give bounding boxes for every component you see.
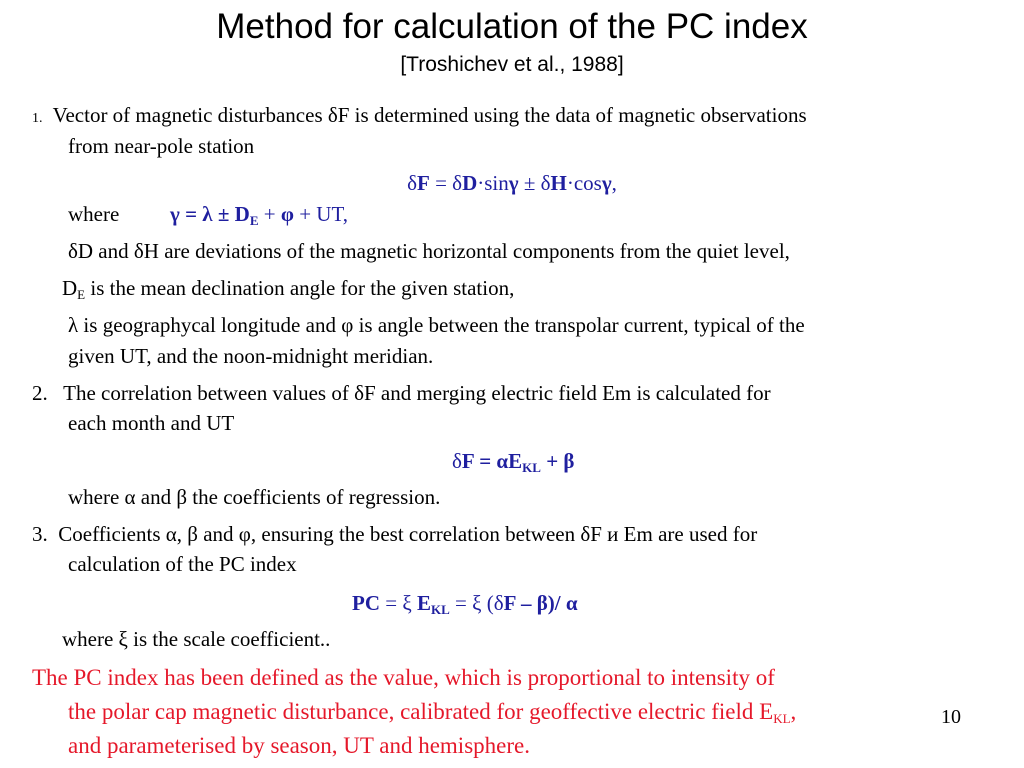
where-gamma-label: where — [68, 202, 120, 226]
item1-number: 1. — [32, 111, 43, 126]
item2-line1 — [32, 379, 771, 407]
item1-text1: Vector of magnetic disturbances δF is determined using the data of magnetic observations — [52, 103, 807, 127]
conclusion-line3: and parameterised by season, UT and hemisphere. — [68, 733, 530, 758]
item3-number: 3. — [32, 522, 48, 546]
item3-line1 — [32, 520, 757, 548]
item1-line1 — [32, 101, 807, 133]
item2-text1: The correlation between values of δF and merging electric field Em is calculated for — [63, 381, 771, 405]
item1-text2: from near-pole station — [68, 134, 255, 158]
definition-DE: $D_E$ is the mean declination angle for the given station, — [62, 276, 515, 302]
definition-dD-dH: δD and δH are deviations of the magnetic horizontal components from the quiet level, — [68, 239, 790, 263]
formula-gamma: $\gamma = \lambda \pm D_E + \varphi$ + UT, — [170, 202, 348, 228]
page-number: 10 — [941, 706, 961, 728]
formula-deltaF-components: δF = δD·sinγ ± δH·cosγ, — [407, 171, 617, 195]
item3-text1: Coefficients α, β and φ, ensuring the best correlation between δF и Em are used for — [58, 522, 758, 546]
item2-number: 2. — [32, 381, 48, 405]
formula-pc-index: PC = ξ $E_{KL} = \xi$ (δF – β)/ α — [352, 591, 578, 617]
definition-lambda-line2: given UT, and the noon-midnight meridian. — [68, 344, 434, 368]
conclusion-line1: The PC index has been defined as the value, which is proportional to intensity of — [32, 665, 775, 690]
where-regression: where α and β the coefficients of regression. — [68, 485, 441, 509]
conclusion-line2: the polar cap magnetic disturbance, calibrated for geoffective electric field $E_{KL}$, — [68, 699, 797, 726]
item3-text2: calculation of the PC index — [68, 552, 297, 576]
definition-lambda-line1: λ is geographycal longitude and φ is angle between the transpolar current, typical of the — [68, 313, 805, 337]
slide-title: Method for calculation of the PC index — [216, 7, 808, 46]
where-scale-coefficient: where ξ is the scale coefficient.. — [62, 627, 331, 651]
slide-subtitle: [Troshichev et al., 1988] — [400, 53, 624, 76]
item2-text2: each month and UT — [68, 411, 235, 435]
formula-regression: $\delta F = \alpha E_{KL} + \beta$ — [452, 449, 575, 475]
